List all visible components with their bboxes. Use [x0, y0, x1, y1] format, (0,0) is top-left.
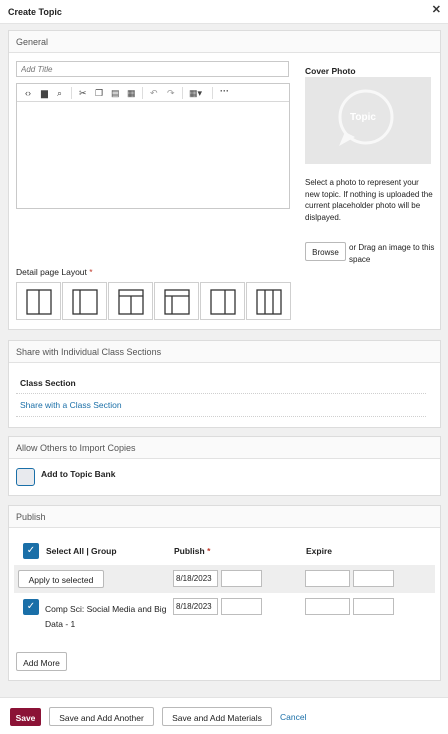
required-mark: *: [207, 546, 211, 556]
class-section-header-row: [16, 374, 426, 394]
toolbar-divider: [142, 87, 143, 99]
layout-wide-left-icon: [72, 289, 98, 315]
apply-publish-time-input[interactable]: [221, 570, 262, 587]
find-icon[interactable]: ⌕: [57, 88, 63, 98]
apply-expire-date-input[interactable]: [305, 570, 350, 587]
paste-text-icon[interactable]: ▦: [127, 88, 136, 98]
share-link-row: [16, 395, 426, 417]
general-panel: [8, 30, 441, 330]
apply-to-selected-button[interactable]: Apply to selected: [18, 570, 104, 588]
expire-column-header: Expire: [306, 546, 332, 556]
save-button[interactable]: Save: [10, 708, 41, 726]
dialog-footer: [0, 697, 448, 734]
editor-toolbar: [17, 84, 289, 102]
table-icon[interactable]: ▦▾: [189, 88, 203, 98]
share-heading: Share with Individual Class Sections: [9, 341, 440, 363]
class-section-header: Class Section: [20, 378, 76, 388]
topic-bank-checkbox[interactable]: [16, 468, 35, 486]
layout-option-wide-left[interactable]: [62, 282, 107, 320]
import-heading: Allow Others to Import Copies: [9, 437, 440, 459]
select-all-checkbox[interactable]: ✓: [23, 543, 39, 559]
save-and-add-another-button[interactable]: Save and Add Another: [49, 707, 154, 726]
toolbar-divider: [71, 87, 72, 99]
cover-photo-description: Select a photo to represent your new topic. If nothing is uploaded the current placeholder photo will be dislpayed.: [305, 178, 433, 222]
layout-two-column-icon: [26, 289, 52, 315]
expire-time-input[interactable]: [353, 598, 394, 615]
close-icon[interactable]: ✕: [431, 4, 441, 16]
apply-expire-time-input[interactable]: [353, 570, 394, 587]
share-with-class-section-link[interactable]: Share with a Class Section: [20, 400, 122, 410]
cut-icon[interactable]: ✂: [79, 88, 87, 98]
publish-panel: [8, 505, 441, 681]
class-section-name: Comp Sci: Social Media and Big Data - 1: [45, 604, 167, 629]
topic-bank-label: Add to Topic Bank: [41, 469, 116, 479]
undo-icon[interactable]: ↶: [150, 88, 158, 98]
select-all-label: Select All | Group: [46, 546, 117, 556]
dialog-title-bar: [0, 0, 448, 24]
paste-icon[interactable]: ▤: [111, 88, 120, 98]
toolbar-divider: [212, 87, 213, 99]
cover-photo-label: Cover Photo: [305, 66, 356, 76]
apply-publish-date-input[interactable]: 8/18/2023: [173, 570, 218, 587]
layout-header-wide-left-icon: [164, 289, 190, 315]
layout-header-two-column-icon: [118, 289, 144, 315]
more-icon[interactable]: ···: [220, 86, 229, 96]
copy-icon[interactable]: ❐: [95, 88, 104, 98]
apply-row: [14, 565, 435, 593]
dialog-title: Create Topic: [8, 7, 62, 17]
rich-text-editor[interactable]: [16, 83, 290, 209]
general-heading: General: [9, 31, 440, 53]
title-input[interactable]: [16, 61, 289, 77]
layout-option-narrow-left[interactable]: [200, 282, 245, 320]
cancel-link[interactable]: Cancel: [280, 712, 307, 722]
layout-option-three-column[interactable]: [246, 282, 291, 320]
layout-option-header-two-column[interactable]: [108, 282, 153, 320]
layout-narrow-left-icon: [210, 289, 236, 315]
layout-option-two-column[interactable]: [16, 282, 61, 320]
class-section-row: [14, 594, 435, 634]
import-panel: [8, 436, 441, 496]
publish-heading: Publish: [9, 506, 440, 528]
add-more-button[interactable]: Add More: [16, 652, 67, 671]
print-icon[interactable]: ▆: [41, 88, 48, 98]
required-mark: *: [89, 267, 93, 277]
class-section-checkbox[interactable]: ✓: [23, 599, 39, 615]
publish-date-input[interactable]: 8/18/2023: [173, 598, 218, 615]
browse-button[interactable]: Browse: [305, 242, 346, 261]
cover-placeholder-text: Topic: [350, 112, 376, 123]
drag-image-text: or Drag an image to this space: [349, 243, 435, 264]
cover-photo-dropzone[interactable]: [305, 77, 431, 164]
layout-options: [16, 282, 292, 320]
layout-label: Detail page Layout *: [16, 267, 93, 277]
toolbar-divider: [182, 87, 183, 99]
layout-three-column-icon: [256, 289, 282, 315]
code-icon[interactable]: ‹›: [25, 88, 31, 98]
save-and-add-materials-button[interactable]: Save and Add Materials: [162, 707, 272, 726]
share-panel: [8, 340, 441, 428]
publish-time-input[interactable]: [221, 598, 262, 615]
layout-option-header-wide-left[interactable]: [154, 282, 199, 320]
publish-column-header: Publish *: [174, 546, 211, 556]
expire-date-input[interactable]: [305, 598, 350, 615]
redo-icon[interactable]: ↷: [167, 88, 175, 98]
